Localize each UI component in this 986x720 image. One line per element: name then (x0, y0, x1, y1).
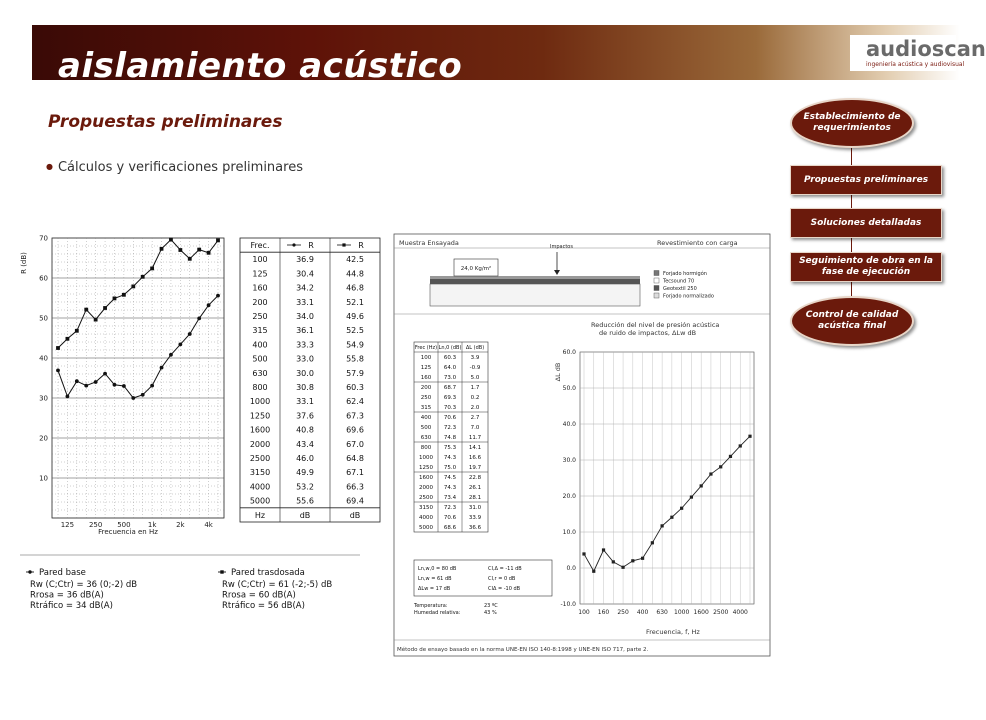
table-cell-freq: 2000 (249, 439, 271, 449)
x-tick-label: 250 (88, 521, 103, 529)
data-point (150, 267, 154, 271)
y-tick-label: 40.0 (562, 421, 576, 428)
layer-swatch (654, 293, 659, 298)
table-cell-deltal: 2.0 (470, 405, 480, 411)
legend-swatch-base (292, 243, 295, 246)
table-cell-deltal: 33.9 (468, 515, 482, 521)
data-point (680, 507, 683, 510)
process-step-propuestas[interactable]: Propuestas preliminares (790, 165, 942, 195)
data-point (188, 257, 192, 261)
table-cell-freq: 1250 (249, 411, 271, 421)
table-cell-r-base: 30.0 (296, 368, 314, 378)
table-cell-deltal: 28.1 (468, 495, 482, 501)
data-point (169, 353, 173, 357)
data-point (739, 444, 742, 447)
x-tick-label: 1k (147, 521, 157, 529)
table-cell-deltal: 16.6 (468, 455, 482, 461)
table-cell-deltal: 36.6 (468, 525, 482, 531)
table-cell-r-base: 30.8 (296, 383, 314, 392)
y-tick-label: 20 (39, 434, 48, 443)
table-cell-freq: 315 (420, 405, 432, 411)
chart-marks (56, 238, 220, 400)
data-point (103, 372, 107, 376)
condition-label: Temperatura: (414, 603, 448, 609)
table-cell-deltal: 3.9 (470, 355, 480, 361)
table-cell-r-base: 36.1 (296, 326, 314, 336)
table-cell-freq: 630 (252, 368, 268, 378)
legend-result: Rrosa = 36 dB(A) (30, 590, 104, 601)
data-point (94, 380, 98, 384)
table-cell-deltal: 7.0 (470, 425, 480, 431)
table-cell-ln0: 73.4 (443, 495, 457, 501)
table-cell-freq: 1250 (419, 465, 433, 471)
table-cell-ln0: 68.6 (443, 525, 457, 531)
table-cell-ln0: 64.0 (443, 365, 457, 371)
table-cell-freq: 800 (252, 383, 268, 392)
table-header: Ln,0 (dB) (438, 345, 462, 351)
process-step-control-calidad[interactable]: Control de calidad acústica final (790, 296, 914, 346)
table-cell-ln0: 74.8 (443, 435, 457, 441)
table-cell-r-base: 55.6 (296, 496, 314, 506)
y-tick-label: 60.0 (562, 349, 576, 356)
table-cell-r-base: 40.8 (296, 425, 314, 435)
table-cell-r-trasdosada: 44.8 (346, 269, 364, 279)
x-tick-label: 125 (60, 521, 75, 529)
table-cell-freq: 1600 (419, 475, 433, 481)
impact-y-axis-label: ΔL dB (554, 362, 562, 382)
table-cell-freq: 1000 (419, 455, 433, 461)
slab-layer (430, 276, 640, 279)
table-cell-freq: 3150 (249, 468, 271, 478)
legend-result: Rw (C;Ctr) = 61 (-2;-5) dB (222, 580, 333, 590)
table-cell-freq: 250 (420, 395, 432, 401)
table-header: ΔL (dB) (465, 345, 485, 351)
table-cell-deltal: 22.8 (468, 475, 482, 481)
legend-marker (220, 570, 223, 573)
data-point (207, 303, 211, 307)
table-cell-ln0: 74.3 (443, 455, 457, 461)
data-point (122, 293, 126, 297)
table-cell-r-trasdosada: 67.1 (346, 468, 364, 478)
data-point (84, 308, 88, 312)
table-cell-r-trasdosada: 46.8 (346, 283, 364, 293)
data-point (113, 297, 117, 301)
data-point (160, 366, 164, 370)
process-connector (851, 238, 852, 252)
data-point (122, 384, 126, 388)
legend-marker (28, 570, 31, 573)
legend-result: Rtráfico = 34 dB(A) (30, 601, 113, 611)
data-point (94, 318, 98, 322)
data-point (207, 251, 211, 255)
layer-label: Forjado hormigón (663, 271, 707, 277)
table-cell-r-trasdosada: 67.3 (346, 411, 364, 421)
table-cell-freq: 3150 (419, 505, 433, 511)
table-cell-r-base: 49.9 (296, 468, 314, 478)
data-point (178, 343, 182, 347)
layer-swatch (654, 271, 659, 276)
y-tick-label: 30.0 (562, 457, 576, 464)
sample-subheading: Revestimiento con carga (657, 239, 738, 247)
data-point (169, 238, 173, 242)
process-step-seguimiento[interactable]: Seguimiento de obra en la fase de ejecución (790, 252, 942, 282)
table-cell-r-trasdosada: 62.4 (346, 397, 364, 407)
table-cell-freq: 400 (420, 415, 432, 421)
table-cell-freq: 100 (420, 355, 432, 361)
table-cell-r-trasdosada: 69.6 (346, 425, 364, 435)
y-axis-label: R (dB) (20, 252, 28, 274)
table-cell-deltal: 2.7 (470, 415, 480, 421)
table-cell-ln0: 60.3 (443, 355, 457, 361)
data-point (150, 384, 154, 388)
table-cell-deltal: 26.1 (468, 485, 482, 491)
impact-label: Impactos (550, 244, 573, 250)
data-point (729, 455, 732, 458)
x-tick-label: 160 (597, 609, 610, 616)
data-point (631, 559, 634, 562)
table-cell-ln0: 75.3 (443, 445, 457, 451)
table-cell-ln0: 69.3 (443, 395, 457, 401)
x-tick-label: 2k (176, 521, 185, 529)
table-cell-freq: 125 (420, 365, 432, 371)
result-left: Ln,w,0 = 80 dB (418, 566, 457, 572)
data-point (592, 570, 595, 573)
legend-name: Pared trasdosada (231, 568, 305, 578)
x-tick-label: 4k (204, 521, 213, 529)
data-point (56, 346, 60, 350)
table-cell-deltal: 1.7 (470, 385, 480, 391)
data-point (216, 294, 220, 298)
data-point (748, 435, 751, 438)
table-cell-freq: 4000 (419, 515, 433, 521)
y-tick-label: 50.0 (562, 385, 576, 392)
table-footer: Hz (254, 510, 266, 520)
table-cell-deltal: -0.9 (469, 365, 481, 371)
table-cell-ln0: 72.3 (443, 505, 457, 511)
table-cell-deltal: 5.0 (470, 375, 480, 381)
table-cell-r-base: 43.4 (296, 439, 314, 449)
sample-heading: Muestra Ensayada (399, 239, 459, 247)
table-cell-freq: 630 (420, 435, 432, 441)
series-line-trasdosada (58, 240, 218, 348)
table-cell-r-base: 46.0 (296, 454, 314, 463)
data-point (641, 557, 644, 560)
table-cell-r-trasdosada: 42.5 (346, 255, 364, 265)
table-cell-r-trasdosada: 52.5 (346, 326, 364, 336)
data-point (651, 541, 654, 544)
layer-label: Geotextil 250 (663, 286, 697, 292)
plot-frame (580, 352, 754, 604)
airborne-insulation-figure (18, 228, 368, 618)
table-cell-r-trasdosada: 69.4 (346, 496, 364, 506)
data-point (670, 516, 673, 519)
table-cell-freq: 400 (252, 340, 268, 350)
data-point (66, 337, 70, 341)
table-cell-deltal: 19.7 (468, 465, 482, 471)
result-left: ΔLw = 17 dB (418, 586, 451, 592)
table-cell-ln0: 68.7 (443, 385, 457, 391)
table-cell-ln0: 70.6 (443, 415, 457, 421)
table-cell-r-base: 36.9 (296, 255, 314, 265)
data-point (113, 383, 117, 387)
slab-layer (430, 279, 640, 284)
data-point (621, 566, 624, 569)
table-cell-r-trasdosada: 57.9 (346, 368, 364, 378)
bullet-item (46, 160, 303, 175)
bullet-text: Cálculos y verificaciones preliminares (57, 160, 303, 175)
legend-result: Rtráfico = 56 dB(A) (222, 601, 305, 611)
table-cell-r-trasdosada: 55.8 (346, 354, 364, 364)
data-point (188, 332, 192, 336)
table-cell-r-trasdosada: 54.9 (346, 340, 364, 350)
logo-tagline: ingeniería acústica y audiovisual (866, 61, 965, 68)
process-step-requerimientos[interactable]: Establecimiento de requerimientos (790, 98, 914, 148)
data-point (197, 248, 201, 252)
result-right: CI,Δ = -11 dB (488, 566, 522, 572)
data-point (690, 495, 693, 498)
table-cell-freq: 5000 (419, 525, 433, 531)
table-cell-freq: 315 (252, 326, 268, 336)
data-point (160, 247, 164, 251)
table-cell-r-base: 37.6 (296, 411, 314, 421)
table-cell-freq: 125 (252, 269, 268, 279)
layer-swatch (654, 286, 659, 291)
table-cell-freq: 1600 (249, 425, 271, 435)
table-cell-r-trasdosada: 66.3 (346, 482, 364, 492)
data-point (719, 465, 722, 468)
table-cell-r-trasdosada: 60.3 (346, 383, 364, 392)
x-tick-label: 1600 (693, 609, 709, 616)
table-footer: dB (299, 510, 311, 520)
y-tick-label: -10.0 (560, 601, 576, 608)
data-point (582, 552, 585, 555)
table-cell-r-trasdosada: 67.0 (346, 439, 364, 449)
x-tick-label: 4000 (732, 609, 748, 616)
table-cell-ln0: 74.5 (443, 475, 457, 481)
table-cell-r-trasdosada: 64.8 (346, 454, 364, 463)
legend-result: Rrosa = 60 dB(A) (222, 590, 296, 601)
result-left: Ln,w = 61 dB (418, 576, 452, 582)
bullet-dot-icon: ● (46, 162, 53, 171)
condition-value: 43 % (484, 610, 497, 616)
table-cell-deltal: 14.1 (468, 445, 482, 451)
table-cell-freq: 500 (420, 425, 432, 431)
table-cell-freq: 4000 (249, 482, 271, 492)
process-step-soluciones[interactable]: Soluciones detalladas (790, 208, 942, 238)
process-connector (851, 282, 852, 296)
table-cell-freq: 800 (420, 445, 432, 451)
layer-label: Forjado normalizado (663, 293, 714, 300)
table-cell-ln0: 70.6 (443, 515, 457, 521)
table-header: R (358, 241, 364, 250)
impact-chart-title-text: Reducción del nivel de presión acústica (591, 321, 720, 329)
y-tick-label: 10 (39, 474, 48, 483)
table-cell-r-trasdosada: 52.1 (346, 297, 364, 307)
data-point (131, 285, 135, 289)
data-point (661, 524, 664, 527)
plot-frame (52, 238, 224, 518)
data-point (700, 484, 703, 487)
table-cell-r-trasdosada: 49.6 (346, 312, 364, 321)
table-cell-r-base: 53.2 (296, 482, 314, 492)
table-cell-deltal: 31.0 (468, 505, 482, 511)
page-title: aislamiento acústico (58, 46, 463, 86)
legend-result: Rw (C;Ctr) = 36 (0;-2) dB (30, 580, 138, 590)
x-tick-label: 630 (656, 609, 668, 616)
x-tick-label: 250 (617, 609, 629, 616)
process-connector (851, 148, 852, 166)
table-cell-r-base: 34.2 (296, 283, 314, 293)
table-header: Frec (Hz) (414, 345, 438, 351)
data-point (197, 317, 201, 321)
impact-chart (560, 349, 754, 616)
table-header: R (308, 241, 314, 250)
table-cell-freq: 2500 (419, 495, 433, 501)
table-cell-freq: 5000 (249, 496, 271, 506)
table-cell-freq: 2500 (249, 454, 271, 463)
table-cell-r-base: 33.3 (296, 340, 314, 350)
data-point (84, 384, 88, 388)
table-cell-r-base: 33.1 (296, 297, 314, 307)
x-tick-label: 100 (578, 609, 590, 616)
data-point (56, 369, 60, 373)
data-point (75, 379, 79, 383)
table-footer: dB (349, 510, 361, 520)
table-cell-deltal: 11.7 (468, 435, 482, 441)
table-cell-ln0: 74.3 (443, 485, 457, 491)
table-cell-freq: 1000 (249, 397, 271, 407)
table-cell-freq: 200 (420, 385, 432, 391)
data-point (131, 396, 135, 400)
table-cell-ln0: 72.3 (443, 425, 457, 431)
table-cell-freq: 250 (252, 312, 268, 321)
logo-wordmark: audioscan (866, 37, 986, 61)
table-cell-freq: 200 (252, 297, 268, 307)
impact-sound-report (392, 232, 772, 660)
x-tick-label: 1000 (674, 609, 690, 616)
x-tick-label: 400 (636, 609, 649, 616)
impact-chart-title-text: de ruido de impactos, ΔLw dB (599, 329, 697, 337)
load-label: 24,0 Kg/m² (460, 266, 492, 272)
method-note: Método de ensayo basado en la norma UNE-EN ISO 140-8:1998 y UNE-EN ISO 717, parte 2. (397, 647, 649, 653)
table-cell-freq: 160 (420, 375, 432, 381)
table-cell-ln0: 70.3 (443, 405, 457, 411)
data-point (709, 472, 712, 475)
table-cell-freq: 160 (252, 283, 268, 293)
condition-label: Humedad relativa: (414, 610, 461, 616)
legend-name: Pared base (39, 568, 86, 578)
table-cell-deltal: 0.2 (470, 395, 480, 401)
layer-swatch (654, 278, 659, 283)
table-header: Frec. (250, 241, 270, 250)
process-connector (851, 194, 852, 208)
x-axis-label: Frecuencia en Hz (98, 528, 158, 536)
y-tick-label: 10.0 (562, 529, 576, 536)
table-cell-r-base: 30.4 (296, 269, 314, 279)
y-tick-label: 50 (39, 314, 48, 323)
slab-base (430, 284, 640, 306)
y-tick-label: 30 (39, 394, 48, 403)
data-point (602, 548, 605, 551)
chart-grid (39, 235, 224, 530)
y-tick-label: 20.0 (562, 493, 576, 500)
legend (20, 555, 360, 611)
data-point (216, 239, 220, 243)
table-cell-ln0: 73.0 (443, 375, 457, 381)
table-frame (240, 238, 380, 522)
legend-swatch-trasdosada (342, 243, 345, 246)
x-tick-label: 500 (117, 521, 131, 529)
data-point (612, 560, 615, 563)
condition-value: 23 ºC (484, 603, 498, 609)
y-tick-label: 70 (39, 234, 48, 243)
data-point (75, 329, 79, 333)
data-point (103, 306, 107, 310)
data-point (141, 275, 145, 279)
layer-label: Tecsound 70 (663, 278, 695, 285)
data-table (240, 238, 380, 522)
series-line-base (58, 296, 218, 398)
table-cell-freq: 100 (252, 255, 268, 265)
table-cell-r-base: 33.1 (296, 397, 314, 407)
impact-x-axis-label: Frecuencia, f, Hz (646, 628, 700, 636)
data-point (141, 393, 145, 397)
y-tick-label: 40 (39, 354, 48, 363)
table-cell-r-base: 34.0 (296, 312, 314, 321)
result-right: CI,r = 0 dB (488, 576, 516, 582)
section-subtitle: Propuestas preliminares (48, 112, 283, 132)
y-tick-label: 0.0 (566, 565, 576, 572)
table-cell-ln0: 75.0 (443, 465, 457, 471)
table-cell-freq: 2000 (419, 485, 433, 491)
table-cell-freq: 500 (252, 354, 268, 364)
x-tick-label: 2500 (713, 609, 729, 616)
table-cell-r-base: 33.0 (296, 354, 314, 364)
result-right: CIΔ = -10 dB (488, 586, 521, 592)
data-point (178, 248, 182, 252)
y-tick-label: 60 (39, 274, 48, 283)
data-point (66, 395, 70, 399)
